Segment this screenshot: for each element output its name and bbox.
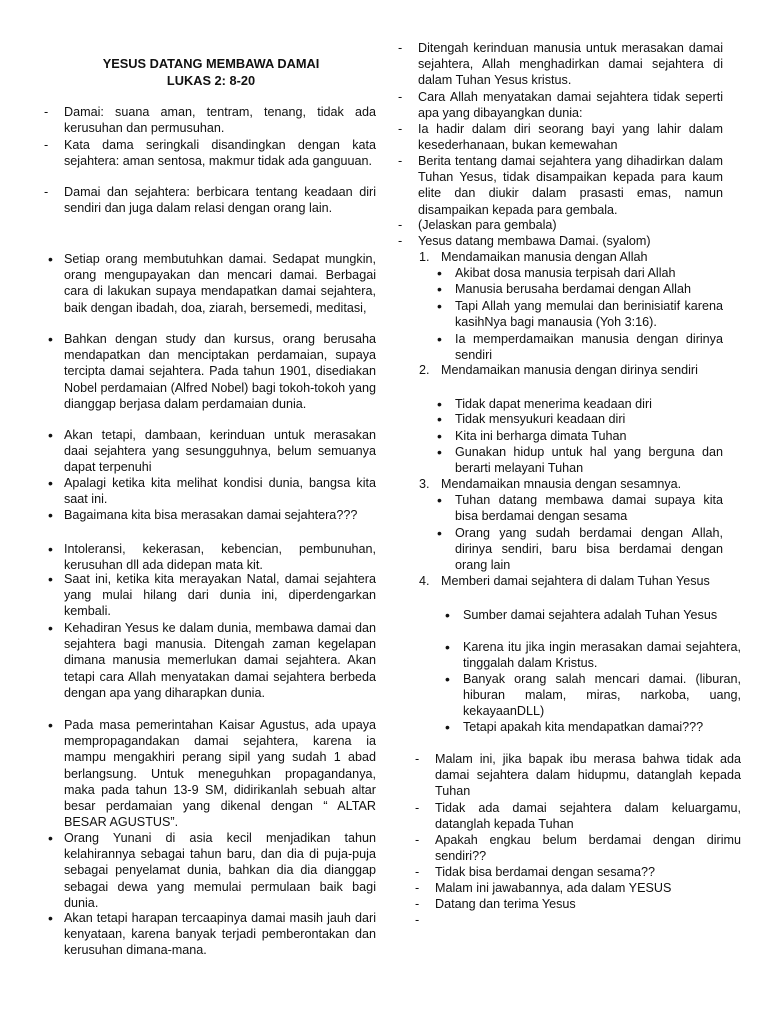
closing-text: Tidak ada damai sejahtera dalam keluargamu, datanglah kepada Tuhan: [435, 801, 741, 832]
dash-marker: -: [44, 105, 49, 119]
sub-bullet-text: Tetapi apakah kita mendapatkan damai???: [463, 720, 704, 734]
dash-marker: -: [398, 154, 403, 168]
dash-marker: -: [415, 833, 420, 847]
bullet-marker: •: [437, 411, 442, 427]
definition-text: Kata dama seringkali disandingkan dengan kata sejahtera: aman sentosa, makmur tidak ada ganguuan.: [64, 138, 376, 169]
dash-marker: -: [44, 185, 49, 199]
right-dash-item: [398, 40, 723, 89]
sub-bullet-text: Akibat dosa manusia terpisah dari Allah: [455, 266, 676, 280]
bullet-marker: •: [48, 717, 53, 733]
bullet-item: [44, 717, 376, 830]
closing-item: [415, 880, 741, 896]
dash-marker: -: [44, 138, 49, 152]
right-dash-item: [398, 233, 723, 249]
bullet-marker: •: [437, 444, 442, 460]
right-dash-item: [398, 121, 723, 153]
sub-bullet: [443, 639, 741, 671]
dash-marker: -: [398, 218, 403, 232]
point-text: Memberi damai sejahtera di dalam Tuhan Yesus: [441, 574, 710, 588]
sub-bullet: [435, 492, 723, 524]
definition-item: [44, 137, 376, 169]
dash-marker: -: [415, 897, 420, 911]
bullet-text: Akan tetapi harapan tercaapinya damai masih jauh dari kenyataan, karena banyak terjadi pemberontakan dan kerusuhan dimana-mana.: [64, 911, 376, 958]
dash-marker: -: [398, 41, 403, 55]
bullet-marker: •: [48, 475, 53, 491]
closing-item: [415, 864, 741, 880]
bullet-marker: •: [445, 671, 450, 687]
bullet-marker: •: [437, 265, 442, 281]
definition-item: [44, 184, 376, 216]
dash-marker: -: [398, 234, 403, 248]
bullet-item: [44, 620, 376, 701]
dash-marker: -: [398, 90, 403, 104]
bullet-item: [44, 251, 376, 316]
document-title: [80, 56, 342, 89]
dash-marker: -: [415, 881, 420, 895]
sub-bullet: [435, 444, 723, 476]
bullet-item: [44, 475, 376, 507]
sub-bullet-text: Tidak mensyukuri keadaan diri: [455, 412, 626, 426]
point-number: 1.: [419, 250, 430, 264]
sub-bullet-text: Tidak dapat menerima keadaan diri: [455, 397, 652, 411]
bullet-text: Kehadiran Yesus ke dalam dunia, membawa damai dan sejahtera bagi manusia. Ditengah zaman kegelapan dimana manusia memerlukan damai sejahtera. Akan tetapi cara Allah menyatakan damai sejahtera berbeda dengan apa yang diharapkan dunia.: [64, 621, 376, 700]
right-dash-text: Ditengah kerinduan manusia untuk merasakan damai sejahtera, Allah menghadirkan damai sejahtera di dalam Tuhan Yesus kristus.: [418, 41, 723, 88]
bullet-text: Saat ini, ketika kita merayakan Natal, damai sejahtera yang mulai hilang dari dunia ini, diperdengarkan kembali.: [64, 572, 376, 619]
bullet-item: [44, 910, 376, 959]
sub-bullet: [435, 411, 723, 427]
numbered-point: [419, 573, 725, 589]
sub-bullet-text: Tapi Allah yang memulai dan berinisiatif karena kasihNya bagi manausia (Yoh 3:16).: [455, 299, 723, 330]
numbered-point: [419, 249, 725, 265]
dash-marker: -: [415, 752, 420, 766]
bullet-text: Setiap orang membutuhkan damai. Sedapat mungkin, orang mengupayakan dan mencari damai. Berbagai cara di lakukan supaya mendapatkan damai sejahtera, baik dengan ibadah, doa, ziarah, bersemedi, meditasi,: [64, 252, 376, 315]
point-text: Mendamaikan manusia dengan dirinya sendiri: [441, 363, 698, 377]
right-dash-text: Ia hadir dalam diri seorang bayi yang lahir dalam kesederhanaan, bukan kemewahan: [418, 122, 723, 153]
numbered-point: [419, 476, 725, 492]
bullet-marker: •: [48, 910, 53, 926]
closing-item: [415, 800, 741, 832]
dash-marker: -: [398, 122, 403, 136]
sub-bullet: [443, 671, 741, 720]
dash-marker: -: [415, 913, 420, 927]
bullet-marker: •: [445, 719, 450, 735]
bullet-marker: •: [48, 251, 53, 267]
bullet-item: [44, 331, 376, 412]
bullet-marker: •: [48, 830, 53, 846]
title-line-1: YESUS DATANG MEMBAWA DAMAI: [102, 56, 320, 71]
closing-text: Tidak bisa berdamai dengan sesama??: [435, 865, 656, 879]
right-dash-text: Berita tentang damai sejahtera yang dihadirkan dalam Tuhan Yesus, tidak disampaikan kepada para kaum elite dan diukir dalam prasasti emas, namun disampaikan kepada para gembala.: [418, 154, 723, 217]
bullet-marker: •: [437, 298, 442, 314]
closing-item: [415, 832, 741, 864]
sub-bullet-text: Ia memperdamaikan manusia dengan dirinya sendiri: [455, 332, 723, 363]
bullet-text: Orang Yunani di asia kecil menjadikan tahun kelahirannya sebagai tahun baru, dan dia di puja-puja sebagai penyelamat dunia, bahkan dia dia dianggap sebagai dewa yang memulai permulaan baik bagi dunia.: [64, 831, 376, 910]
bullet-marker: •: [48, 507, 53, 523]
point-number: 2.: [419, 363, 430, 377]
right-dash-item: [398, 217, 723, 233]
sub-bullet: [435, 396, 723, 412]
numbered-point: [419, 362, 725, 378]
closing-text: Datang dan terima Yesus: [435, 897, 576, 911]
bullet-marker: •: [48, 571, 53, 587]
bullet-marker: •: [48, 620, 53, 636]
right-dash-text: Cara Allah menyatakan damai sejahtera tidak seperti apa yang dibayangkan dunia:: [418, 90, 723, 121]
sub-bullet-text: Banyak orang salah mencari damai. (liburan, hiburan malam, miras, narkoba, uang, kekayaanDLL): [463, 672, 741, 719]
right-dash-text: Yesus datang membawa Damai. (syalom): [418, 234, 651, 248]
sub-bullet: [435, 281, 723, 297]
dash-marker: -: [415, 865, 420, 879]
definition-text: Damai dan sejahtera: berbicara tentang keadaan diri sendiri dan juga dalam relasi dengan orang lain.: [64, 185, 376, 216]
sub-bullet: [443, 719, 741, 735]
sub-bullet: [435, 525, 723, 574]
point-text: Mendamaikan mnausia dengan sesamnya.: [441, 477, 682, 491]
bullet-text: Apalagi ketika kita melihat kondisi dunia, bangsa kita saat ini.: [64, 476, 376, 507]
bullet-marker: •: [437, 492, 442, 508]
bullet-item: [44, 830, 376, 911]
bullet-marker: •: [437, 281, 442, 297]
closing-item: [415, 751, 741, 800]
sub-bullet-text: Manusia berusaha berdamai dengan Allah: [455, 282, 691, 296]
right-dash-item: [398, 89, 723, 121]
sub-bullet: [435, 331, 723, 363]
bullet-marker: •: [48, 541, 53, 557]
bullet-marker: •: [48, 331, 53, 347]
sub-bullet-text: Sumber damai sejahtera adalah Tuhan Yesus: [463, 608, 718, 622]
sub-bullet-text: Karena itu jika ingin merasakan damai sejahtera, tinggalah dalam Kristus.: [463, 640, 741, 671]
point-number: 4.: [419, 574, 430, 588]
bullet-item: [44, 507, 376, 523]
closing-text: Malam ini, jika bapak ibu merasa bahwa tidak ada damai sejahtera dalam hidupmu, datanglah kepada Tuhan: [435, 752, 741, 799]
sub-bullet-text: Kita ini berharga dimata Tuhan: [455, 429, 627, 443]
bullet-item: [44, 571, 376, 620]
sub-bullet: [435, 265, 723, 281]
sub-bullet-text: Gunakan hidup untuk hal yang berguna dan berarti melayani Tuhan: [455, 445, 723, 476]
right-dash-item: [398, 153, 723, 218]
bullet-item: [44, 541, 376, 573]
definition-text: Damai: suana aman, tentram, tenang, tidak ada kerusuhan dan permusuhan.: [64, 105, 376, 136]
closing-text: Malam ini jawabannya, ada dalam YESUS: [435, 881, 672, 895]
sub-bullet: [435, 298, 723, 330]
sub-bullet-text: Orang yang sudah berdamai dengan Allah, dirinya sendiri, baru bisa berdamai dengan orang lain: [455, 526, 723, 573]
title-line-2: LUKAS 2: 8-20: [166, 73, 256, 89]
bullet-text: Bahkan dengan study dan kursus, orang berusaha mendapatkan dan menciptakan perdamaian, supaya tercipta damai sejahtera. Pada tahun 1901, disediakan Nobel perdamaian (Alfred Nobel) bagi tokoh-tokoh yang dianggap berjasa dalam perdamaian dunia.: [64, 332, 376, 411]
point-text: Mendamaikan manusia dengan Allah: [441, 250, 648, 264]
definition-item: [44, 104, 376, 136]
bullet-text: Intoleransi, kekerasan, kebencian, pembunuhan, kerusuhan dll ada didepan mata kit.: [64, 542, 376, 573]
dash-marker: -: [415, 801, 420, 815]
bullet-marker: •: [445, 639, 450, 655]
bullet-marker: •: [437, 331, 442, 347]
bullet-marker: •: [48, 427, 53, 443]
closing-text: Apakah engkau belum berdamai dengan dirimu sendiri??: [435, 833, 741, 864]
closing-item: [415, 896, 741, 912]
bullet-text: Akan tetapi, dambaan, kerinduan untuk merasakan daai sejahtera yang sesungguhnya, belum semuanya dapat terpenuhi: [64, 428, 376, 475]
right-dash-text: (Jelaskan para gembala): [418, 218, 557, 232]
bullet-item: [44, 427, 376, 476]
point-number: 3.: [419, 477, 430, 491]
bullet-marker: •: [437, 525, 442, 541]
bullet-text: Bagaimana kita bisa merasakan damai sejahtera???: [64, 508, 358, 522]
sub-bullet: [443, 607, 741, 623]
sub-bullet-text: Tuhan datang membawa damai supaya kita bisa berdamai dengan sesama: [455, 493, 723, 524]
sub-bullet: [435, 428, 723, 444]
bullet-marker: •: [437, 428, 442, 444]
bullet-marker: •: [445, 607, 450, 623]
bullet-text: Pada masa pemerintahan Kaisar Agustus, ada upaya mempropagandakan damai sejahtera, karena ia mampu mengakhiri perang sipil yang sudah 1 abad berlangsung. Untuk meneguhkan propagandanya, maka pada tahun 13-9 SM, didirikanlah sebuah altar besar perdamaian yang dikenal dengan “ ALTAR BESAR AGUSTUS”.: [64, 718, 376, 830]
bullet-marker: •: [437, 396, 442, 412]
